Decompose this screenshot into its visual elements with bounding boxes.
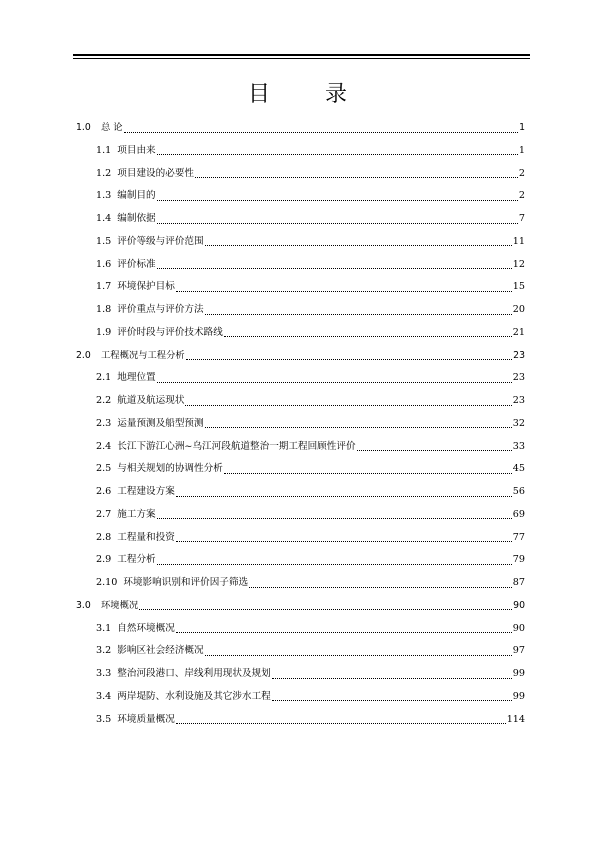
toc-entry-page: 77	[512, 531, 525, 543]
toc-entry-label: 环境概况	[101, 599, 139, 611]
toc-entry-label: 航道及航运现状	[117, 395, 185, 406]
toc-section-entry[interactable]	[96, 371, 525, 385]
toc-entry-label: 两岸堤防、水利设施及其它涉水工程	[117, 690, 271, 702]
toc-entry-label: 与相关规划的协调性分析	[117, 463, 223, 475]
toc-entry-page: 11	[512, 235, 525, 247]
toc-entry-label: 长江下游江心洲~乌江河段航道整治一期工程回顾性评价	[117, 440, 356, 452]
toc-entry-number: 2.1	[96, 372, 112, 384]
toc-dot-leader	[357, 450, 512, 451]
toc-entry-page: 15	[512, 281, 525, 293]
toc-entry-number: 2.4	[96, 440, 112, 452]
toc-entry-label: 影响区社会经济概况	[117, 645, 204, 657]
toc-dot-leader	[272, 678, 512, 679]
toc-dot-leader	[176, 496, 512, 497]
toc-entry-page: 23	[513, 349, 525, 361]
toc-section-entry[interactable]	[96, 258, 525, 272]
toc-entry-number: 1.0	[76, 122, 91, 133]
toc-dot-leader	[224, 473, 512, 474]
toc-chapter-entry[interactable]	[76, 121, 525, 135]
toc-dot-leader	[185, 405, 511, 406]
toc-dot-leader	[157, 200, 518, 201]
toc-dot-leader	[157, 223, 518, 224]
toc-entry-number: 3.0	[76, 599, 91, 611]
toc-entry-label: 工程概况与工程分析	[101, 349, 185, 361]
toc-entry-number: 2.9	[96, 554, 112, 566]
toc-entry-label: 自然环境概况	[117, 622, 175, 634]
toc-entry-number: 3.5	[96, 713, 112, 725]
toc-entry-number: 1.6	[96, 258, 112, 270]
toc-entry-label: 总 论	[101, 122, 123, 133]
toc-entry-label: 评价标准	[117, 258, 156, 270]
toc-entry-label: 评价时段与评价技术路线	[117, 326, 223, 338]
toc-section-entry[interactable]	[96, 667, 525, 681]
document-title: 目 录	[248, 82, 371, 107]
toc-dot-leader	[157, 268, 512, 269]
toc-entry-number: 3.4	[96, 690, 112, 702]
toc-dot-leader	[157, 518, 512, 519]
toc-dot-leader	[124, 132, 519, 133]
toc-section-entry[interactable]	[96, 644, 525, 658]
toc-entry-number: 1.4	[96, 213, 112, 224]
toc-dot-leader	[205, 655, 512, 656]
toc-entry-label: 编制依据	[117, 213, 156, 224]
toc-section-entry[interactable]	[96, 576, 525, 590]
toc-dot-leader	[176, 291, 512, 292]
toc-dot-leader	[272, 700, 512, 701]
toc-entry-page: 2	[518, 167, 525, 179]
toc-entry-page: 23	[512, 395, 525, 406]
toc-dot-leader	[205, 427, 512, 428]
toc-entry-label: 工程建设方案	[117, 486, 175, 497]
toc-entry-number: 1.5	[96, 235, 112, 247]
toc-entry-label: 工程分析	[117, 554, 156, 566]
toc-section-entry[interactable]	[96, 462, 525, 476]
toc-section-entry[interactable]	[96, 394, 525, 408]
toc-section-entry[interactable]	[96, 440, 525, 454]
toc-entry-page: 21	[512, 326, 525, 338]
toc-dot-leader	[176, 723, 506, 724]
toc-entry-page: 79	[512, 554, 525, 566]
toc-entry-page: 45	[512, 463, 525, 475]
toc-entry-number: 2.2	[96, 395, 112, 406]
toc-entry-number: 1.7	[96, 281, 112, 293]
toc-section-entry[interactable]	[96, 144, 525, 158]
toc-entry-page: 1	[518, 144, 525, 156]
toc-dot-leader	[205, 314, 512, 315]
toc-dot-leader	[176, 632, 512, 633]
toc-entry-page: 97	[512, 645, 525, 657]
toc-entry-label: 整治河段港口、岸线利用现状及规划	[117, 668, 271, 679]
toc-section-entry[interactable]	[96, 167, 525, 181]
toc-section-entry[interactable]	[96, 417, 525, 431]
toc-entry-label: 环境保护目标	[117, 281, 175, 293]
toc-entry-page: 12	[512, 258, 525, 270]
toc-entry-page: 87	[512, 577, 525, 588]
toc-entry-label: 运量预测及船型预测	[117, 417, 204, 429]
toc-section-entry[interactable]	[96, 280, 525, 294]
toc-dot-leader	[205, 245, 512, 246]
toc-entry-page: 114	[506, 713, 525, 725]
toc-section-entry[interactable]	[96, 713, 525, 727]
toc-section-entry[interactable]	[96, 553, 525, 567]
toc-section-entry[interactable]	[96, 690, 525, 704]
toc-entry-number: 2.5	[96, 463, 112, 475]
toc-section-entry[interactable]	[96, 326, 525, 340]
toc-dot-leader	[157, 564, 512, 565]
toc-dot-leader	[186, 359, 512, 360]
toc-entry-number: 3.2	[96, 645, 112, 657]
toc-entry-label: 评价等级与评价范围	[117, 235, 204, 247]
toc-entry-page: 69	[512, 508, 525, 520]
toc-section-entry[interactable]	[96, 531, 525, 545]
toc-section-entry[interactable]	[96, 235, 525, 249]
toc-entry-label: 项目由来	[117, 144, 156, 156]
toc-entry-number: 2.3	[96, 417, 112, 429]
toc-entry-label: 编制目的	[117, 190, 156, 202]
toc-entry-number: 1.3	[96, 190, 112, 202]
toc-chapter-entry[interactable]	[76, 349, 525, 363]
toc-dot-leader	[157, 382, 512, 383]
toc-entry-page: 90	[513, 599, 525, 611]
toc-section-entry[interactable]	[96, 303, 525, 317]
toc-entry-label: 环境影响识别和评价因子筛选	[123, 577, 249, 588]
toc-entry-number: 1.1	[96, 144, 112, 156]
toc-dot-leader	[139, 609, 512, 610]
toc-entry-label: 环境质量概况	[117, 713, 175, 725]
toc-dot-leader	[249, 587, 512, 588]
toc-dot-leader	[157, 154, 518, 155]
toc-section-entry[interactable]	[96, 485, 525, 499]
toc-entry-page: 23	[512, 372, 525, 384]
toc-entry-page: 32	[512, 417, 525, 429]
toc-entry-number: 3.3	[96, 668, 112, 679]
toc-entry-number: 2.6	[96, 486, 112, 497]
toc-entry-number: 2.10	[96, 577, 118, 588]
toc-section-entry[interactable]	[96, 622, 525, 636]
toc-entry-number: 3.1	[96, 622, 112, 634]
toc-entry-page: 90	[512, 622, 525, 634]
toc-entry-label: 项目建设的必要性	[117, 167, 195, 179]
toc-chapter-entry[interactable]	[76, 599, 525, 613]
toc-dot-leader	[224, 336, 512, 337]
toc-dot-leader	[176, 541, 512, 542]
toc-entry-label: 施工方案	[117, 508, 156, 520]
toc-entry-label: 工程量和投资	[117, 531, 175, 543]
toc-section-entry[interactable]	[96, 508, 525, 522]
toc-entry-number: 2.8	[96, 531, 112, 543]
toc-entry-page: 2	[518, 190, 525, 202]
toc-entry-number: 1.8	[96, 304, 112, 315]
toc-entry-number: 1.9	[96, 326, 112, 338]
toc-entry-page: 1	[519, 122, 525, 133]
toc-entry-label: 评价重点与评价方法	[117, 304, 204, 315]
toc-entry-page: 7	[518, 213, 525, 224]
toc-entry-page: 99	[512, 668, 525, 679]
toc-section-entry[interactable]	[96, 189, 525, 203]
toc-entry-label: 地理位置	[117, 372, 156, 384]
toc-entry-number: 2.0	[76, 349, 91, 361]
toc-entry-page: 56	[512, 486, 525, 497]
toc-entry-number: 1.2	[96, 167, 112, 179]
toc-entry-page: 99	[512, 690, 525, 702]
toc-section-entry[interactable]	[96, 212, 525, 226]
toc-dot-leader	[195, 177, 518, 178]
toc-entry-page: 20	[512, 304, 525, 315]
toc-entry-number: 2.7	[96, 508, 112, 520]
toc-entry-page: 33	[512, 440, 525, 452]
